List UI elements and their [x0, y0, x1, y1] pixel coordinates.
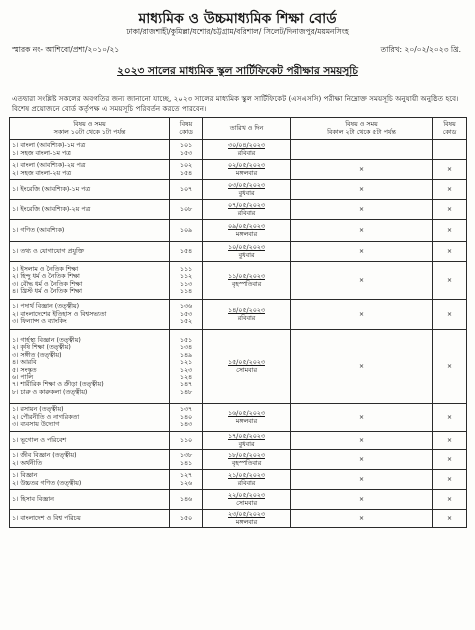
date-cell [203, 404, 291, 432]
subject-name: ৩। সঙ্গীত (তত্ত্বীয়) [12, 351, 62, 359]
subject-name: ২। সহজ বাংলা-২য় পত্র [12, 169, 71, 177]
subject-code: ১০৮ [179, 205, 193, 213]
subject-cell [10, 450, 170, 470]
subject-cell [10, 404, 170, 432]
code-cell [170, 404, 203, 432]
afternoon-code-cell: × [433, 262, 467, 300]
afternoon-cell: × [291, 510, 433, 528]
subject-name: ২। অর্থনীতি [12, 459, 42, 467]
date-cell [203, 220, 291, 242]
header-code-2 [433, 118, 467, 140]
code-cell [170, 180, 203, 200]
subject-cell [10, 242, 170, 262]
date-cell [203, 262, 291, 300]
afternoon-code-cell: × [433, 220, 467, 242]
exam-date: ১৮/০৫/২০২৩ [228, 452, 265, 460]
code-cell [170, 220, 203, 242]
subject-code: ১২৩ [179, 366, 193, 374]
afternoon-code-cell: × [433, 300, 467, 330]
code-cell [170, 160, 203, 180]
header-code-label: বিষয় কোড [179, 121, 193, 136]
date-cell [203, 330, 291, 404]
code-cell [170, 432, 203, 450]
date-cell [203, 450, 291, 470]
subject-code: ১৪৯ [179, 351, 193, 359]
date-cell [203, 470, 291, 490]
subject-code: ১২১ [179, 359, 193, 367]
exam-day: সোমবার [236, 366, 257, 374]
exam-date: ০২/০৫/২০২৩ [228, 162, 265, 170]
table-row [10, 140, 467, 160]
table-row [10, 510, 467, 528]
board-cities: ঢাকা/রাজশাহী/কুমিল্লা/যশোর/চট্টগ্রাম/বরিশাল/ সিলেট/দিনাজপুর/ময়মনসিংহ [126, 27, 349, 36]
subject-code: ১৫২ [179, 318, 193, 326]
subject-name: ১। ভূগোল ও পরিবেশ [12, 436, 67, 444]
exam-date: ২১/০৫/২০২৩ [228, 472, 265, 480]
afternoon-cell: × [291, 220, 433, 242]
code-cell [170, 242, 203, 262]
subject-code: ১০৯ [179, 226, 193, 234]
subject-code: ১১৩ [179, 280, 193, 288]
subject-cell [10, 262, 170, 300]
afternoon-cell: × [291, 432, 433, 450]
header-afternoon [291, 118, 433, 140]
subject-name: ১। বাংলা (আবশ্যিক)-১ম পত্র [12, 142, 86, 150]
exam-day: মঙ্গলবার [235, 518, 258, 526]
code-cell [170, 262, 203, 300]
exam-day: রবিবার [237, 314, 256, 322]
exam-date: ১৬/০৫/২০২৩ [228, 410, 265, 418]
subject-code: ১১৪ [179, 287, 193, 295]
memo-number: স্মারক নং- আশিবো/প্রশা/২০১০/২১ [12, 45, 120, 54]
schedule-table [9, 117, 467, 528]
subject-code: ১৩৭ [179, 406, 193, 414]
afternoon-code-cell: × [433, 330, 467, 404]
afternoon-code-cell: × [433, 160, 467, 180]
subject-name: ১। জীব বিজ্ঞান (তত্ত্বীয়) [12, 452, 77, 460]
table-row [10, 242, 467, 262]
afternoon-code-cell: × [433, 490, 467, 510]
subject-name: ১। বিজ্ঞান [12, 472, 38, 480]
subject-name: ৪। আরবি [12, 359, 37, 367]
subject-name: ১। বাংলাদেশ ও বিশ্ব পরিচয় [12, 514, 81, 522]
code-cell [170, 450, 203, 470]
subject-code: ১৫৩ [179, 310, 193, 318]
exam-date: ১১/০৫/২০২৩ [228, 273, 265, 281]
exam-date: ১৪/০৫/২০২৩ [228, 307, 265, 315]
subject-name: ১। ইসলাম ও নৈতিক শিক্ষা [12, 265, 79, 273]
exam-date: ৩০/০৪/২০২৩ [228, 142, 265, 150]
afternoon-cell: × [291, 180, 433, 200]
afternoon-cell: × [291, 300, 433, 330]
afternoon-code-cell: × [433, 432, 467, 450]
date-cell [203, 140, 291, 160]
subject-name: ৭। শারীরিক শিক্ষা ও ক্রীড়া (তত্ত্বীয়) [12, 381, 104, 389]
exam-day: রবিবার [237, 149, 256, 157]
header-code2-label: বিষয় কোড [442, 121, 457, 136]
table-row [10, 200, 467, 220]
date-cell [203, 180, 291, 200]
subject-name: ১। হিসাব বিজ্ঞান [12, 495, 54, 503]
code-cell [170, 330, 203, 404]
exam-day: সোমবার [236, 499, 257, 507]
date-cell [203, 490, 291, 510]
subject-code: ১৫৪ [179, 247, 193, 255]
subject-cell [10, 160, 170, 180]
exam-day: বৃহস্পতিবার [231, 280, 262, 288]
subject-code: ১৫০ [179, 514, 193, 522]
subject-code: ১২৪ [179, 373, 193, 381]
date-cell [203, 300, 291, 330]
subject-name: ২। পৌরনীতি ও নাগরিকতা [12, 413, 80, 421]
afternoon-cell: × [291, 200, 433, 220]
subject-code: ১২৭ [179, 472, 193, 480]
subject-name: ১। ইংরেজি (আবশ্যিক)-১ম পত্র [12, 185, 91, 193]
date-cell [203, 160, 291, 180]
subject-code: ১৪৬ [179, 495, 193, 503]
subject-name: ৩। ফিন্যান্স ও ব্যাংকিং [12, 318, 67, 326]
subject-code: ১০১ [179, 142, 193, 150]
table-row [10, 404, 467, 432]
subject-code: ১৫৩ [179, 149, 193, 157]
exam-date: ০৩/০৫/২০২৩ [228, 182, 265, 190]
afternoon-code-cell: × [433, 470, 467, 490]
subject-name: ১। রসায়ন (তত্ত্বীয়) [12, 406, 64, 414]
exam-day: বৃহস্পতিবার [231, 459, 262, 467]
afternoon-cell: × [291, 262, 433, 300]
table-row [10, 180, 467, 200]
exam-day: রবিবার [237, 479, 256, 487]
subject-name: ২। উচ্চতর গণিত (তত্ত্বীয়) [12, 479, 82, 487]
code-cell [170, 510, 203, 528]
subject-cell [10, 510, 170, 528]
table-row [10, 160, 467, 180]
table-row [10, 490, 467, 510]
table-header-row [10, 118, 467, 140]
subject-name: ১। সহজ বাংলা-১ম পত্র [12, 149, 71, 157]
exam-date: ১০/০৫/২০২৩ [228, 244, 265, 252]
subject-code: ১৫৪ [179, 169, 193, 177]
header-morning-label: বিষয় ও সময় সকাল ১০টা থেকে ১টা পর্যন্ত [53, 121, 126, 136]
subject-name: ১। ইংরেজি (আবশ্যিক)-২য় পত্র [12, 205, 91, 213]
afternoon-cell: × [291, 404, 433, 432]
table-row [10, 432, 467, 450]
subject-code: ১১২ [179, 273, 193, 281]
subject-code: ১৪৮ [179, 388, 193, 396]
table-row [10, 450, 467, 470]
exam-date: ১৭/০৫/২০২৩ [228, 433, 265, 441]
subject-name: ১। পদার্থ বিজ্ঞান (তত্ত্বীয়) [12, 303, 80, 311]
afternoon-code-cell: × [433, 242, 467, 262]
exam-day: রবিবার [237, 209, 256, 217]
subject-code: ১০৭ [179, 185, 193, 193]
notice-title: ২০২৩ সালের মাধ্যমিক স্কুল সার্টিফিকেট পরীক্ষার সময়সূচি [117, 65, 358, 77]
subject-cell [10, 220, 170, 242]
subject-name: ৩। ব্যবসায় উদ্যোগ [12, 421, 60, 429]
subject-code: ১৪৩ [179, 421, 193, 429]
subject-code: ১১১ [179, 265, 193, 273]
date-cell [203, 432, 291, 450]
afternoon-code-cell [433, 140, 467, 160]
notice-date: তারিখ: ২০/০২/২০২৩ খ্রি. [380, 45, 461, 54]
afternoon-code-cell: × [433, 510, 467, 528]
table-row [10, 300, 467, 330]
board-name: মাধ্যমিক ও উচ্চমাধ্যমিক শিক্ষা বোর্ড [138, 11, 337, 27]
subject-cell [10, 200, 170, 220]
exam-date: ০৭/০৫/২০২৩ [228, 202, 265, 210]
subject-code: ১৩৪ [179, 344, 193, 352]
subject-name: ১। গার্হস্থ্য বিজ্ঞান (তত্ত্বীয়) [12, 336, 81, 344]
afternoon-cell: × [291, 330, 433, 404]
exam-date: ১৫/০৫/২০২৩ [228, 359, 265, 367]
exam-date: ২২/০৫/২০২৩ [228, 492, 265, 500]
intro-paragraph: এতদ্বারা সংশ্লিষ্ট সকলের অবগতির জন্য জানানো যাচ্ছে, ২০২৩ সালের মাধ্যমিক স্কুল সার্টিফিকেট (এসএসসি) পরীক্ষা নিম্নোক্ত সময়সূচি অনুযায়ী অনুষ্ঠিত হবে। বিশেষ প্রয়োজনে বোর্ড কর্তৃপক্ষ এ সময়সূচি পরিবর্তন করতে পারবেন। [12, 94, 459, 113]
date-cell [203, 242, 291, 262]
subject-name: ৪। খ্রিস্ট ধর্ম ও নৈতিক শিক্ষা [12, 287, 82, 295]
code-cell [170, 140, 203, 160]
subject-code: ১৪৭ [179, 381, 193, 389]
subject-name: ২। হিন্দু ধর্ম ও নৈতিক শিক্ষা [12, 273, 80, 281]
subject-cell [10, 140, 170, 160]
subject-name: ২। কৃষি শিক্ষা (তত্ত্বীয়) [12, 344, 71, 352]
subject-name: ৫। সংস্কৃত [12, 366, 37, 374]
afternoon-code-cell: × [433, 404, 467, 432]
subject-code: ১৩৬ [179, 303, 193, 311]
subject-cell [10, 470, 170, 490]
exam-day: মঙ্গলবার [235, 417, 258, 425]
subject-cell [10, 330, 170, 404]
subject-name: ১। তথ্য ও যোগাযোগ প্রযুক্তি [12, 247, 84, 255]
exam-date: ২৩/০৫/২০২৩ [228, 511, 265, 519]
subject-code: ১০২ [179, 162, 193, 170]
subject-cell [10, 300, 170, 330]
subject-cell [10, 432, 170, 450]
afternoon-cell: × [291, 242, 433, 262]
subject-code: ১৪১ [179, 459, 193, 467]
afternoon-cell [291, 140, 433, 160]
afternoon-cell: × [291, 450, 433, 470]
subject-code: ১২৬ [179, 479, 193, 487]
table-row [10, 330, 467, 404]
header-code [170, 118, 203, 140]
table-row [10, 470, 467, 490]
subject-name: ২। বাংলাদেশের ইতিহাস ও বিশ্বসভ্যতা [12, 310, 107, 318]
table-row [10, 262, 467, 300]
exam-date: ০৯/০৫/২০২৩ [228, 223, 265, 231]
subject-name: ৮। চারু ও কারুকলা (তত্ত্বীয়) [12, 388, 88, 396]
afternoon-cell: × [291, 470, 433, 490]
exam-day: বুধবার [238, 189, 255, 197]
subject-name: ২। বাংলা (আবশ্যিক)-২য় পত্র [12, 162, 86, 170]
afternoon-code-cell: × [433, 180, 467, 200]
code-cell [170, 490, 203, 510]
code-cell [170, 470, 203, 490]
header-date-label: তারিখ ও দিন [229, 124, 264, 132]
subject-name: ৩। বৌদ্ধ ধর্ম ও নৈতিক শিক্ষা [12, 280, 83, 288]
header-morning [10, 118, 170, 140]
date-cell [203, 510, 291, 528]
date-cell [203, 200, 291, 220]
subject-cell [10, 180, 170, 200]
afternoon-cell: × [291, 160, 433, 180]
header-date [203, 118, 291, 140]
subject-name: ৬। পালি [12, 373, 33, 381]
exam-day: বুধবার [238, 440, 255, 448]
schedule-body [10, 140, 467, 528]
exam-day: মঙ্গলবার [235, 169, 258, 177]
subject-code: ১৩৮ [179, 452, 193, 460]
subject-name: ১। গণিত (আবশ্যিক) [12, 226, 65, 234]
afternoon-cell: × [291, 490, 433, 510]
exam-day: বুধবার [238, 251, 255, 259]
afternoon-code-cell: × [433, 200, 467, 220]
code-cell [170, 200, 203, 220]
afternoon-code-cell: × [433, 450, 467, 470]
table-row [10, 220, 467, 242]
subject-code: ১৪০ [179, 413, 193, 421]
header-afternoon-label: বিষয় ও সময় বিকাল ২টা থেকে ৫টা পর্যন্ত [327, 121, 396, 136]
subject-cell [10, 490, 170, 510]
subject-code: ১১০ [179, 436, 193, 444]
subject-code: ১৫১ [179, 336, 193, 344]
code-cell [170, 300, 203, 330]
exam-day: মঙ্গলবার [235, 230, 258, 238]
